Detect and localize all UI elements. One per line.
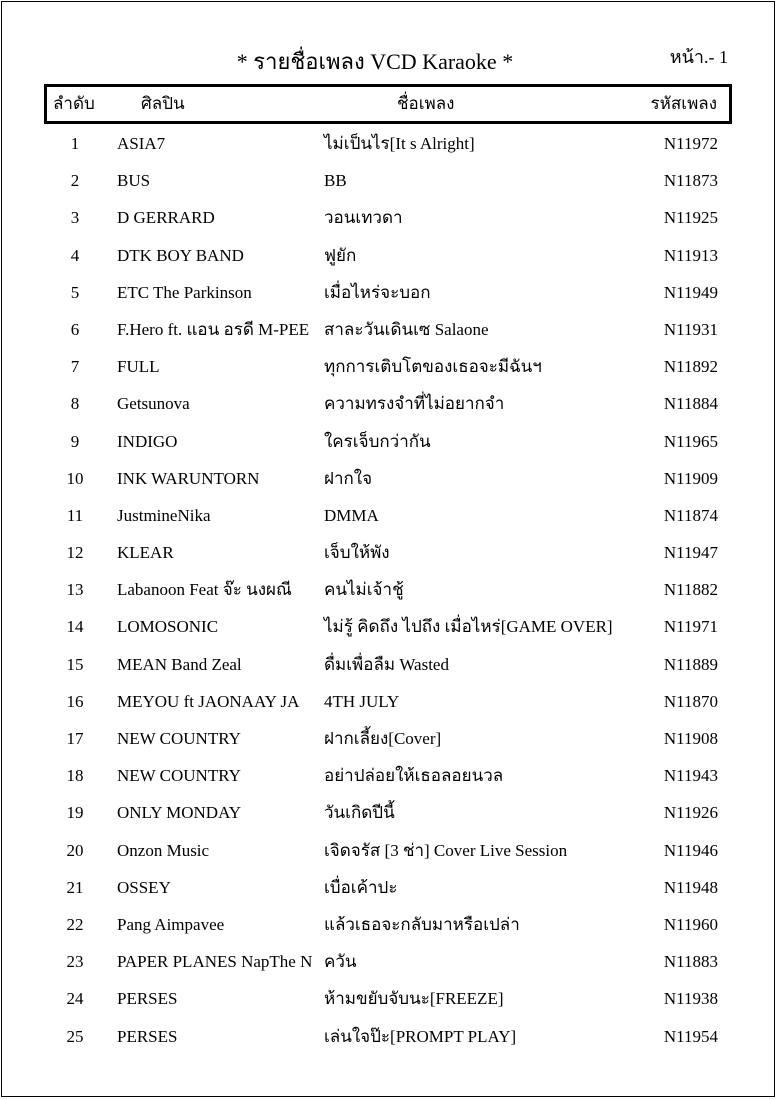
row-song: วอนเทวดา	[324, 208, 403, 228]
row-artist: PAPER PLANES NapThe N	[117, 952, 313, 972]
row-number: 8	[70, 394, 80, 414]
table-row	[0, 386, 778, 423]
row-artist: ASIA7	[117, 134, 166, 153]
table-row	[0, 424, 778, 461]
row-artist: F.Hero ft. แอน อรดี M-PEE	[117, 319, 310, 339]
row-song: ฝากใจ	[324, 468, 373, 488]
table-row	[0, 907, 778, 944]
table-row	[0, 758, 778, 795]
table-row	[0, 572, 778, 609]
row-code: N11908	[663, 729, 718, 748]
table-row	[0, 684, 778, 721]
row-artist: LOMOSONIC	[117, 617, 219, 637]
table-row	[0, 795, 778, 832]
table-row	[0, 535, 778, 572]
row-number: 10	[66, 468, 84, 488]
table-row	[0, 647, 778, 684]
page-number: หน้า.- 1	[669, 47, 728, 67]
row-code: N11909	[663, 468, 718, 488]
row-code: N11892	[663, 357, 718, 377]
table-row	[0, 721, 778, 758]
row-song: ไม่เป็นไร[It s Alright]	[324, 134, 475, 153]
table-row	[0, 833, 778, 870]
row-artist: NEW COUNTRY	[117, 729, 241, 748]
row-artist: Onzon Music	[117, 840, 210, 860]
row-number: 16	[66, 691, 84, 711]
row-artist: INDIGO	[117, 431, 178, 451]
row-song: แล้วเธอจะกลับมาหรือเปล่า	[324, 914, 520, 934]
table-row	[0, 349, 778, 386]
row-code: N11938	[663, 989, 718, 1009]
row-code: N11960	[663, 914, 718, 934]
row-number: 17	[66, 729, 84, 748]
row-number: 9	[70, 431, 80, 451]
table-row	[0, 981, 778, 1018]
row-number: 7	[70, 357, 80, 377]
row-code: N11883	[663, 952, 718, 972]
row-song: เมื่อไหร่จะบอก	[324, 282, 431, 302]
row-number: 5	[70, 282, 80, 302]
row-code: N11948	[663, 877, 718, 897]
row-song: คนไม่เจ้าชู้	[324, 580, 404, 600]
header-no: ลำดับ	[53, 94, 95, 113]
row-artist: NEW COUNTRY	[117, 766, 241, 786]
row-artist: D GERRARD	[117, 208, 215, 228]
table-row	[0, 870, 778, 907]
table-row	[0, 238, 778, 275]
row-number: 22	[66, 914, 84, 934]
row-number: 4	[70, 245, 80, 265]
table-row	[0, 609, 778, 646]
row-artist: KLEAR	[117, 543, 174, 563]
row-number: 25	[66, 1026, 84, 1046]
row-artist: ONLY MONDAY	[117, 803, 242, 823]
row-artist: PERSES	[117, 1026, 178, 1046]
row-song: ฟูยัก	[324, 245, 357, 265]
row-number: 15	[66, 654, 84, 674]
row-code: N11925	[663, 208, 718, 228]
table-row	[0, 944, 778, 981]
row-code: N11882	[663, 580, 718, 600]
row-song: อย่าปล่อยให้เธอลอยนวล	[324, 766, 504, 786]
table-row	[0, 1019, 778, 1056]
page-title: * รายชื่อเพลง VCD Karaoke *	[236, 49, 514, 74]
row-code: N11971	[663, 617, 718, 637]
row-code: N11913	[663, 245, 718, 265]
table-header	[44, 84, 732, 124]
row-song: ความทรงจำที่ไม่อยากจำ	[324, 394, 505, 414]
row-code: N11873	[663, 171, 718, 191]
row-number: 1	[70, 134, 80, 153]
row-artist: Pang Aimpavee	[117, 914, 225, 934]
row-number: 20	[66, 840, 84, 860]
row-song: เบื่อเค้าปะ	[324, 877, 398, 897]
row-code: N11926	[663, 803, 718, 823]
row-song: BB	[324, 171, 347, 191]
table-row	[0, 275, 778, 312]
row-number: 18	[66, 766, 84, 786]
row-artist: PERSES	[117, 989, 178, 1009]
row-song: 4TH JULY	[324, 691, 400, 711]
row-artist: OSSEY	[117, 877, 171, 897]
table-row	[0, 126, 778, 163]
row-song: ไม่รู้ คิดถึง ไปถึง เมื่อไหร่[GAME OVER]	[324, 617, 613, 637]
row-song: ฝากเลี้ยง[Cover]	[324, 729, 442, 748]
table-row	[0, 200, 778, 237]
row-artist: INK WARUNTORN	[117, 468, 260, 488]
row-code: N11884	[663, 394, 718, 414]
table-row	[0, 163, 778, 200]
song-table	[0, 126, 778, 1056]
row-artist: FULL	[117, 357, 160, 377]
row-code: N11874	[663, 505, 718, 525]
row-code: N11947	[663, 543, 718, 563]
table-row	[0, 312, 778, 349]
row-song: ใครเจ็บกว่ากัน	[324, 431, 431, 451]
row-song: เจ็บให้พัง	[324, 543, 390, 563]
row-number: 12	[66, 543, 84, 563]
row-code: N11889	[663, 654, 718, 674]
row-number: 19	[66, 803, 84, 823]
row-number: 3	[70, 208, 80, 228]
row-artist: ETC The Parkinson	[117, 282, 252, 302]
table-row	[0, 461, 778, 498]
header-song: ชื่อเพลง	[397, 94, 455, 113]
row-code: N11972	[663, 134, 718, 153]
row-song: ควัน	[324, 952, 357, 972]
row-code: N11954	[663, 1026, 718, 1046]
row-artist: Getsunova	[117, 394, 190, 414]
row-code: N11965	[663, 431, 718, 451]
row-artist: DTK BOY BAND	[117, 245, 244, 265]
row-song: สาละวันเดินเซ Salaone	[324, 319, 489, 339]
row-number: 2	[70, 171, 80, 191]
row-song: ทุกการเติบโตของเธอจะมีฉันฯ	[324, 357, 542, 377]
header-artist: ศิลปิน	[141, 94, 185, 113]
row-code: N11931	[663, 319, 718, 339]
row-code: N11946	[663, 840, 718, 860]
row-number: 11	[66, 505, 84, 525]
row-number: 21	[66, 877, 84, 897]
row-code: N11943	[663, 766, 718, 786]
row-artist: BUS	[117, 171, 151, 191]
row-song: วันเกิดปีนี้	[324, 803, 395, 823]
row-song: เจิดจรัส [3 ช่า] Cover Live Session	[324, 840, 568, 860]
table-row	[0, 498, 778, 535]
row-number: 6	[70, 319, 80, 339]
row-artist: Labanoon Feat จ๊ะ นงผณี	[117, 580, 292, 600]
row-artist: JustmineNika	[117, 505, 211, 525]
row-artist: MEYOU ft JAONAAY JA	[117, 691, 300, 711]
row-number: 24	[66, 989, 84, 1009]
row-artist: MEAN Band Zeal	[117, 654, 242, 674]
row-number: 13	[66, 580, 84, 600]
row-code: N11949	[663, 282, 718, 302]
row-code: N11870	[663, 691, 718, 711]
header-code: รหัสเพลง	[650, 94, 717, 113]
row-song: เล่นใจป๊ะ[PROMPT PLAY]	[324, 1026, 517, 1046]
row-number: 14	[66, 617, 84, 637]
row-number: 23	[66, 952, 84, 972]
row-song: DMMA	[324, 505, 379, 525]
row-song: ห้ามขยับจับนะ[FREEZE]	[324, 989, 504, 1009]
row-song: ดื่มเพื่อลืม Wasted	[324, 654, 449, 674]
